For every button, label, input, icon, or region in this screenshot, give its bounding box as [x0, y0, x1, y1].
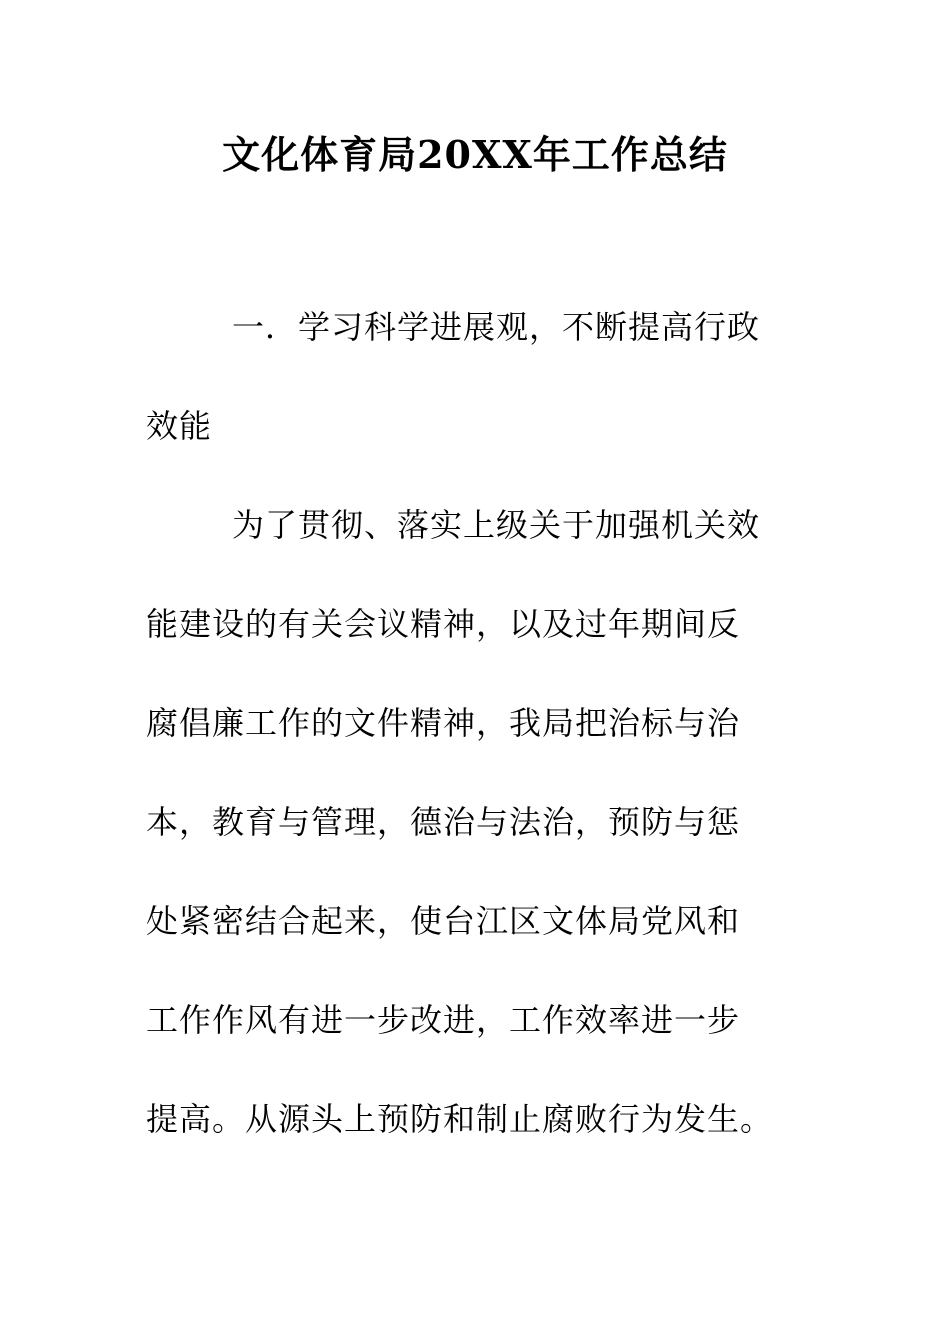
paragraph-line-6: 工作作风有进一步改进，工作效率进一步 [146, 1001, 741, 1039]
paragraph-line-5: 处紧密结合起来，使台江区文体局党风和 [146, 902, 741, 940]
paragraph-line-1: 为了贯彻、落实上级关于加强机关效 [232, 506, 761, 544]
paragraph-line-3: 腐倡廉工作的文件精神，我局把治标与治 [146, 704, 741, 742]
document-title: 文化体育局20XX年工作总结 [222, 132, 728, 177]
paragraph-line-4: 本，教育与管理，德治与法治，预防与惩 [146, 803, 741, 841]
paragraph-line-2: 能建设的有关会议精神，以及过年期间反 [146, 605, 741, 643]
paragraph-line-7: 提高。从源头上预防和制止腐败行为发生。 [146, 1100, 774, 1138]
section-heading-line-2: 效能 [146, 407, 213, 445]
section-heading-line-1: 一．学习科学进展观，不断提高行政 [232, 308, 761, 346]
